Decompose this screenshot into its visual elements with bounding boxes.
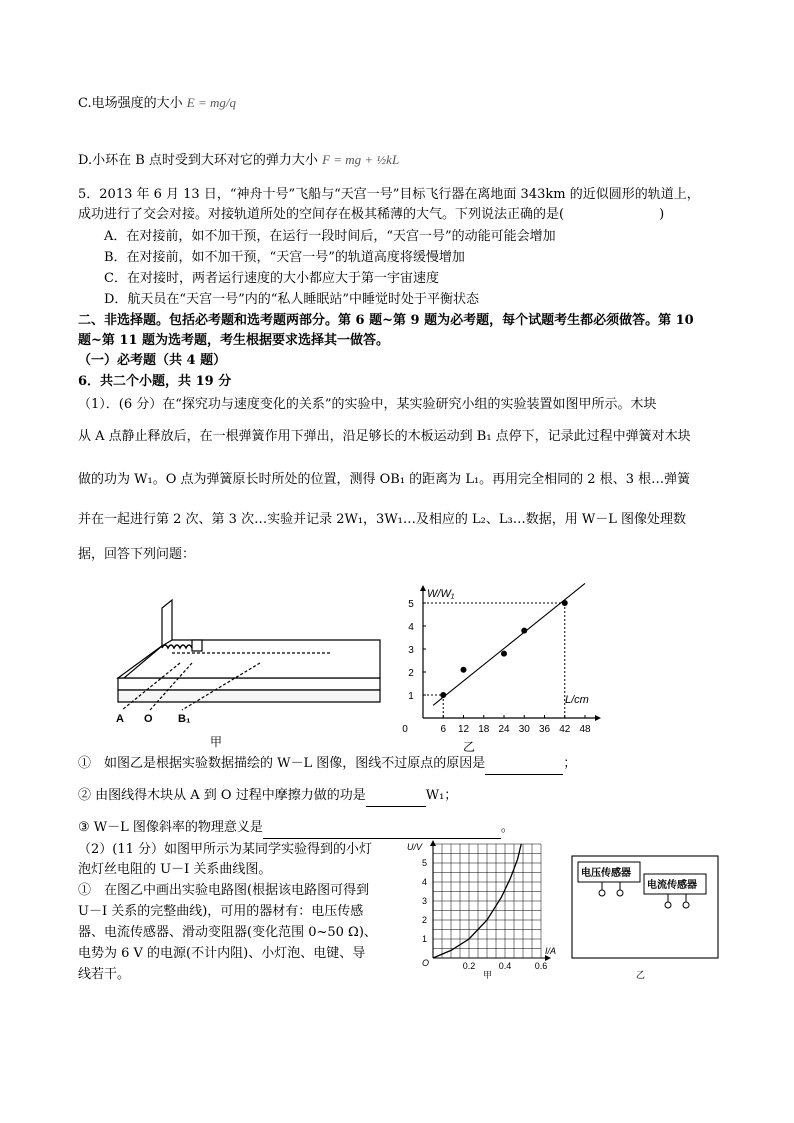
sub-question-1-text: ① 如图乙是根据实验数据描绘的 W－L 图像，图线不过原点的原因是 (78, 756, 486, 771)
u-i-y-tick-label: 3 (421, 896, 427, 906)
sub-question-3 (78, 818, 514, 839)
section2-line1: 二、非选择题。包括必考题和选考题两部分。第 6 题~第 9 题为必考题，每个试题考生都必须做答。第 10 (78, 313, 694, 328)
u-i-y-tick-label: 2 (421, 915, 427, 925)
u-i-y-tick-label: 5 (421, 858, 427, 868)
sub-question-1 (78, 754, 576, 775)
sensors-figure (572, 856, 722, 980)
current-sensor-label: 电流传感器 (647, 880, 697, 891)
sub-question-2-text: ② 由图线得木块从 A 到 O 过程中摩擦力做的功是 (78, 788, 366, 803)
w-l-data-point (562, 600, 568, 606)
u-i-chart (405, 840, 555, 980)
w-l-x-tick-label: 6 (440, 724, 447, 735)
section2-line2: 题~第 11 题为选考题，考生根据要求选择其一做答。 (78, 333, 390, 348)
sub-question-2 (78, 786, 457, 807)
u-i-x-tick-label: 0.2 (462, 961, 476, 971)
option-c-text: C.电场强度的大小 (78, 96, 183, 111)
u-i-y-tick-label: 4 (421, 877, 427, 887)
sub-question-3-text: ③ W－L 图像斜率的物理意义是 (78, 820, 263, 835)
w-l-y-label: W/W₁ (427, 588, 455, 600)
u-i-x-tick-label: 0.6 (534, 961, 548, 971)
sensors-caption: 乙 (636, 970, 646, 980)
u-i-origin: O (422, 958, 430, 968)
q5-option-c: C．在对接时，两者运行速度的大小都应大于第一宇宙速度 (104, 271, 439, 286)
answer-blank-3[interactable] (263, 818, 501, 839)
w-l-x-tick-label: 42 (559, 724, 571, 735)
q5-line1: 5．2013 年 6 月 13 日，“神舟十号”飞船与“天宫一号”目标飞行器在离地面 343km 的近似圆形的轨道上， (78, 187, 700, 202)
w-l-data-point (501, 651, 507, 657)
part2-line7: 线若干。 (78, 967, 131, 982)
w-l-x-tick-label: 24 (498, 724, 510, 735)
voltage-sensor-label: 电压传感器 (581, 868, 631, 879)
w-l-x-tick-label: 36 (538, 724, 551, 735)
w-l-x-tick-label: 12 (457, 724, 470, 735)
section2-subheading: （一）必考题（共 4 题） (78, 353, 227, 368)
q6-part1-line5: 据，回答下列问题： (78, 547, 196, 562)
option-d-formula: F = mg + ½kL (322, 152, 400, 167)
option-d (78, 150, 399, 171)
label-a: A (116, 713, 124, 725)
u-i-y-label: U/V (407, 842, 423, 852)
w-l-caption: 乙 (463, 740, 476, 754)
part2-line3: ① 在图乙中画出实验电路图(根据该电路图可得到 (78, 883, 370, 898)
q5-option-d: D．航天员在“天宫一号”内的“私人睡眠站”中睡觉时处于平衡状态 (104, 292, 480, 307)
w-l-y-tick-label: 3 (408, 645, 414, 656)
w-l-y-tick-label: 4 (408, 622, 414, 633)
q6-part1-line3: 做的功为 W₁。O 点为弹簧原长时所处的位置，测得 OB₁ 的距离为 L₁。再用完全相同的 2 根、3 根…弹簧 (78, 472, 691, 487)
q5-stem: 成功进行了交会对接。对接轨道所处的空间存在极其稀薄的大气。下列说法正确的是( (78, 207, 565, 222)
answer-blank-2[interactable] (366, 786, 426, 807)
w-l-x-label: L/cm (565, 694, 589, 706)
w-l-y-tick-label: 1 (408, 691, 414, 702)
w-l-x-tick-label: 48 (579, 724, 591, 735)
u-i-x-tick-label: 0.4 (498, 961, 512, 971)
q5-paren: ) (659, 207, 665, 222)
q5-line2 (78, 205, 664, 225)
part2-line6: 电势为 6 V 的电源(不计内阻)、小灯泡、电键、导 (78, 946, 366, 961)
sub-question-1-end: ； (563, 756, 577, 771)
option-c (78, 93, 236, 114)
q6-part1-line2: 从 A 点静止释放后，在一根弹簧作用下弹出，沿足够长的木板运动到 B₁ 点停下，记录此过程中弹簧对木块 (78, 429, 691, 444)
w-l-data-point (440, 692, 446, 698)
sub-question-3-end: 。 (500, 820, 514, 835)
part2-line4: U－I 关系的完整曲线)，可用的器材有：电压传感 (78, 904, 364, 919)
q5-option-a: A．在对接前，如不加干预，在运行一段时间后，“天宫一号”的动能可能会增加 (104, 229, 556, 244)
option-d-text: D.小环在 B 点时受到大环对它的弹力大小 (78, 153, 318, 168)
apparatus-caption: 甲 (210, 735, 223, 749)
sub-question-2-unit: W₁； (425, 788, 458, 803)
part2-line2: 泡灯丝电阻的 U－I 关系曲线图。 (78, 862, 272, 877)
w-l-data-point (461, 667, 467, 673)
part2-line1: （2）(11 分）如图甲所示为某同学实验得到的小灯 (78, 842, 373, 857)
w-l-chart (395, 583, 605, 755)
q5-option-b: B．在对接前，如不加干预，“天宫一号”的轨道高度将缓慢增加 (104, 250, 465, 265)
option-c-formula: E = mg/q (186, 95, 236, 110)
u-i-x-label: I/A (545, 946, 557, 956)
q6-part1-line4: 并在一起进行第 2 次、第 3 次…实验并记录 2W₁，3W₁…及相应的 L₂、L₃…数据，用 W－L 图像处理数 (78, 512, 686, 527)
q6-heading: 6．共二个小题，共 19 分 (78, 374, 232, 389)
apparatus-figure (110, 600, 380, 750)
w-l-data-point (521, 628, 527, 634)
w-l-y-tick-label: 5 (408, 599, 414, 610)
label-b1: B₁ (178, 713, 191, 725)
u-i-y-tick-label: 1 (421, 934, 427, 944)
label-o: O (144, 713, 153, 725)
w-l-x-tick-label: 0 (402, 724, 408, 735)
w-l-x-tick-label: 30 (518, 724, 530, 735)
answer-blank-1[interactable] (485, 754, 563, 775)
w-l-y-tick-label: 2 (408, 668, 414, 679)
q6-part1-line1: （1）．(6 分）在“探究功与速度变化的关系”的实验中，某实验研究小组的实验装置如图甲所示。木块 (78, 397, 657, 412)
part2-line5: 器、电流传感器、滑动变阻器(变化范围 0~50 Ω)、 (78, 925, 377, 940)
w-l-x-tick-label: 18 (478, 724, 490, 735)
u-i-caption: 甲 (483, 970, 493, 980)
